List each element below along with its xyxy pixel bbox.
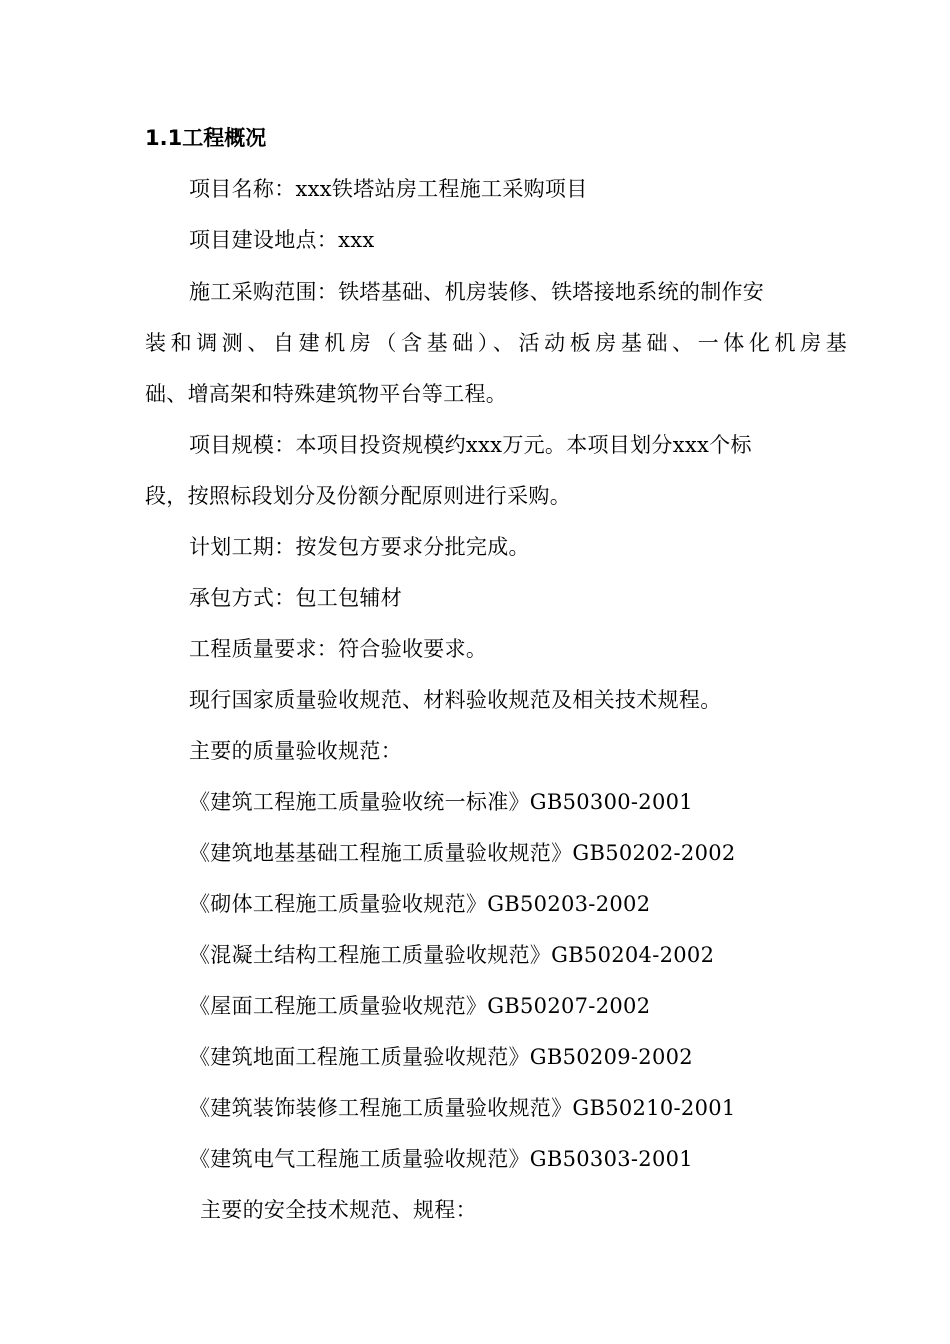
scope-line-1: 施工采购范围：铁塔基础、机房装修、铁塔接地系统的制作安 <box>189 280 765 304</box>
standards-note-line: 现行国家质量验收规范、材料验收规范及相关技术规程。 <box>189 688 722 712</box>
schedule-line: 计划工期：按发包方要求分批完成。 <box>189 535 530 559</box>
quality-spec-item: 《建筑地基基础工程施工质量验收规范》GB50202-2002 <box>189 841 736 865</box>
quality-spec-item: 《建筑装饰装修工程施工质量验收规范》GB50210-2001 <box>189 1096 736 1120</box>
scope-line-2: 装和调测、自建机房（含基础）、活动板房基础、一体化机房基 <box>145 331 852 355</box>
scale-line-2: 段，按照标段划分及份额分配原则进行采购。 <box>145 484 571 508</box>
project-location-line: 项目建设地点：xxx <box>189 228 375 252</box>
scope-line-3: 础、增高架和特殊建筑物平台等工程。 <box>145 382 508 406</box>
quality-spec-item: 《屋面工程施工质量验收规范》GB50207-2002 <box>189 994 651 1018</box>
quality-spec-item: 《砌体工程施工质量验收规范》GB50203-2002 <box>189 892 651 916</box>
project-name-line: 项目名称：xxx铁塔站房工程施工采购项目 <box>189 177 588 201</box>
quality-spec-item: 《混凝土结构工程施工质量验收规范》GB50204-2002 <box>189 943 715 967</box>
quality-spec-item: 《建筑电气工程施工质量验收规范》GB50303-2001 <box>189 1147 693 1171</box>
safety-specs-title: 主要的安全技术规范、规程： <box>200 1198 477 1222</box>
section-heading: 1.1工程概况 <box>145 126 267 150</box>
quality-spec-item: 《建筑地面工程施工质量验收规范》GB50209-2002 <box>189 1045 693 1069</box>
quality-spec-item: 《建筑工程施工质量验收统一标准》GB50300-2001 <box>189 790 693 814</box>
quality-requirement-line: 工程质量要求：符合验收要求。 <box>189 637 488 661</box>
quality-specs-title: 主要的质量验收规范： <box>189 739 402 763</box>
contract-mode-line: 承包方式：包工包辅材 <box>189 586 402 610</box>
scale-line-1: 项目规模：本项目投资规模约xxx万元。本项目划分xxx个标 <box>189 433 752 457</box>
